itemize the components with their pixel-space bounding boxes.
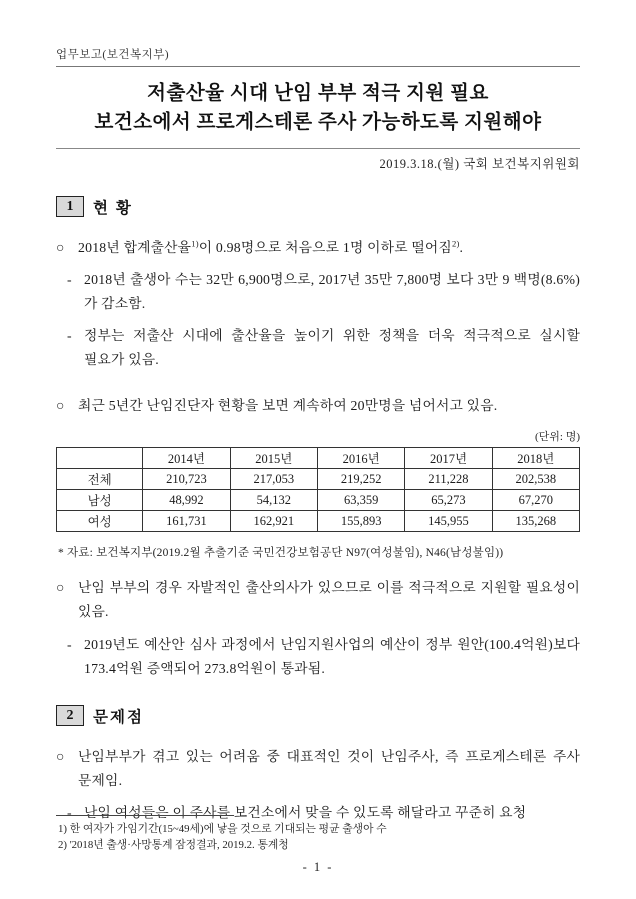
bullet-marker: ○ <box>56 239 65 255</box>
bullet-text: 최근 5년간 난임진단자 현황을 보면 계속하여 20만명을 넘어서고 있음. <box>78 398 498 414</box>
table-header-row <box>57 448 580 469</box>
table-cell: 48,992 <box>143 490 230 511</box>
section-1-body-continued <box>56 576 580 681</box>
footnote-ref-2: 2) <box>451 237 460 248</box>
section-1-number-box: 1 <box>56 196 84 217</box>
bullet-text: 2019년도 예산안 심사 과정에서 난임지원사업의 예산이 정부 원안(100.4억원)보다 173.4억원 증액되어 273.8억원이 통과됨. <box>84 636 580 676</box>
table-cell: 65,273 <box>405 490 492 511</box>
title-rule <box>56 148 580 149</box>
table-cell: 67,270 <box>492 490 579 511</box>
table-cell: 155,893 <box>317 511 404 532</box>
table-row <box>57 469 580 490</box>
table-cell: 211,228 <box>405 469 492 490</box>
footnote-rule <box>56 815 234 816</box>
table-header-cell: 2018년 <box>492 448 579 469</box>
table-cell: 135,268 <box>492 511 579 532</box>
bullet-marker: - <box>67 271 72 287</box>
bullet-text: 2018년 출생아 수는 32만 6,900명으로, 2017년 35만 7,800명 보다 3만 9 백명(8.6%)가 감소함. <box>84 271 580 311</box>
section-1-title: 현 황 <box>93 199 133 217</box>
bullet-text-segment: 2018년 합계출산율 <box>78 239 192 255</box>
page-title-line2: 보건소에서 프로게스테론 주사 가능하도록 지원해야 <box>94 112 542 134</box>
table-cell: 219,252 <box>317 469 404 490</box>
page-title <box>56 79 580 138</box>
bullet-text: 난임 여성들은 이 주사를 보건소에서 맞을 수 있도록 해달라고 꾸준히 요청 <box>84 805 527 821</box>
bullet-text: 난임 부부의 경우 자발적인 출산의사가 있으므로 이를 적극적으로 지원할 필요성이 있음. <box>78 580 580 620</box>
table-row-label: 남성 <box>57 490 143 511</box>
bullet-marker: ○ <box>56 580 65 596</box>
table-cell: 63,359 <box>317 490 404 511</box>
infertility-diagnosis-table <box>56 447 580 532</box>
table-unit-label: (단위: 명) <box>534 431 580 444</box>
bullet-item <box>56 324 580 372</box>
bullet-marker: ○ <box>56 748 65 764</box>
section-2-number-box: 2 <box>56 705 84 726</box>
footnote-item: 1) 한 여자가 가임기간(15~49세)에 낳을 것으로 기대되는 평균 출생아 수 <box>58 823 387 835</box>
bullet-item <box>56 633 580 681</box>
page-number: - 1 - <box>302 860 334 874</box>
table-cell: 145,955 <box>405 511 492 532</box>
table-row <box>57 490 580 511</box>
bullet-text <box>78 236 580 260</box>
bullet-item <box>56 394 580 418</box>
bullet-item <box>56 576 580 624</box>
footnote-ref-1: 1) <box>191 237 199 248</box>
footnote-item: 2) '2018년 출생·사망통계 잠정결과, 2019.2. 통계청 <box>58 838 289 851</box>
header-rule <box>56 66 580 67</box>
table-row <box>57 511 580 532</box>
footnotes <box>58 822 387 853</box>
bullet-marker: - <box>67 805 72 821</box>
table-cell: 54,132 <box>230 490 317 511</box>
table-header-cell: 2016년 <box>317 448 404 469</box>
table-cell: 210,723 <box>143 469 230 490</box>
bullet-item <box>56 268 580 316</box>
table-cell: 162,921 <box>230 511 317 532</box>
bullet-text: 정부는 저출산 시대에 출산율을 높이기 위한 정책을 더욱 적극적으로 실시할 필요가 있음. <box>84 327 580 368</box>
table-header-cell <box>57 448 143 469</box>
section-1-body <box>56 236 580 419</box>
bullet-item <box>56 745 580 793</box>
bullet-marker: ○ <box>56 398 65 414</box>
header-label: 업무보고(보건복지부) <box>56 49 170 61</box>
section-2-title: 문제점 <box>93 708 144 726</box>
bullet-marker: - <box>67 636 72 652</box>
table-source-note: * 자료: 보건복지부(2019.2월 추출기준 국민건강보험공단 N97(여성불임), N46(남성불임)) <box>58 547 504 560</box>
bullet-text-segment: 이 0.98명으로 처음으로 1명 이하로 떨어짐 <box>198 239 452 255</box>
table-header-cell: 2014년 <box>143 448 230 469</box>
page-title-line1: 저출산율 시대 난임 부부 적극 지원 필요 <box>147 83 489 104</box>
bullet-text-segment: . <box>459 239 464 255</box>
section-1-heading <box>56 196 580 218</box>
date-line: 2019.3.18.(월) 국회 보건복지위원회 <box>379 156 580 171</box>
table-header-cell: 2015년 <box>230 448 317 469</box>
table-header-cell: 2017년 <box>405 448 492 469</box>
table-row-label: 전체 <box>57 469 143 490</box>
table-cell: 161,731 <box>143 511 230 532</box>
table-cell: 217,053 <box>230 469 317 490</box>
bullet-text: 난임부부가 겪고 있는 어려움 중 대표적인 것이 난임주사, 즉 프로게스테론 주사 문제임. <box>78 748 580 789</box>
bullet-marker: - <box>67 327 72 343</box>
table-row-label: 여성 <box>57 511 143 532</box>
section-2-body <box>56 745 580 825</box>
table-cell: 202,538 <box>492 469 579 490</box>
bullet-item <box>56 236 580 260</box>
section-2-heading <box>56 705 580 727</box>
